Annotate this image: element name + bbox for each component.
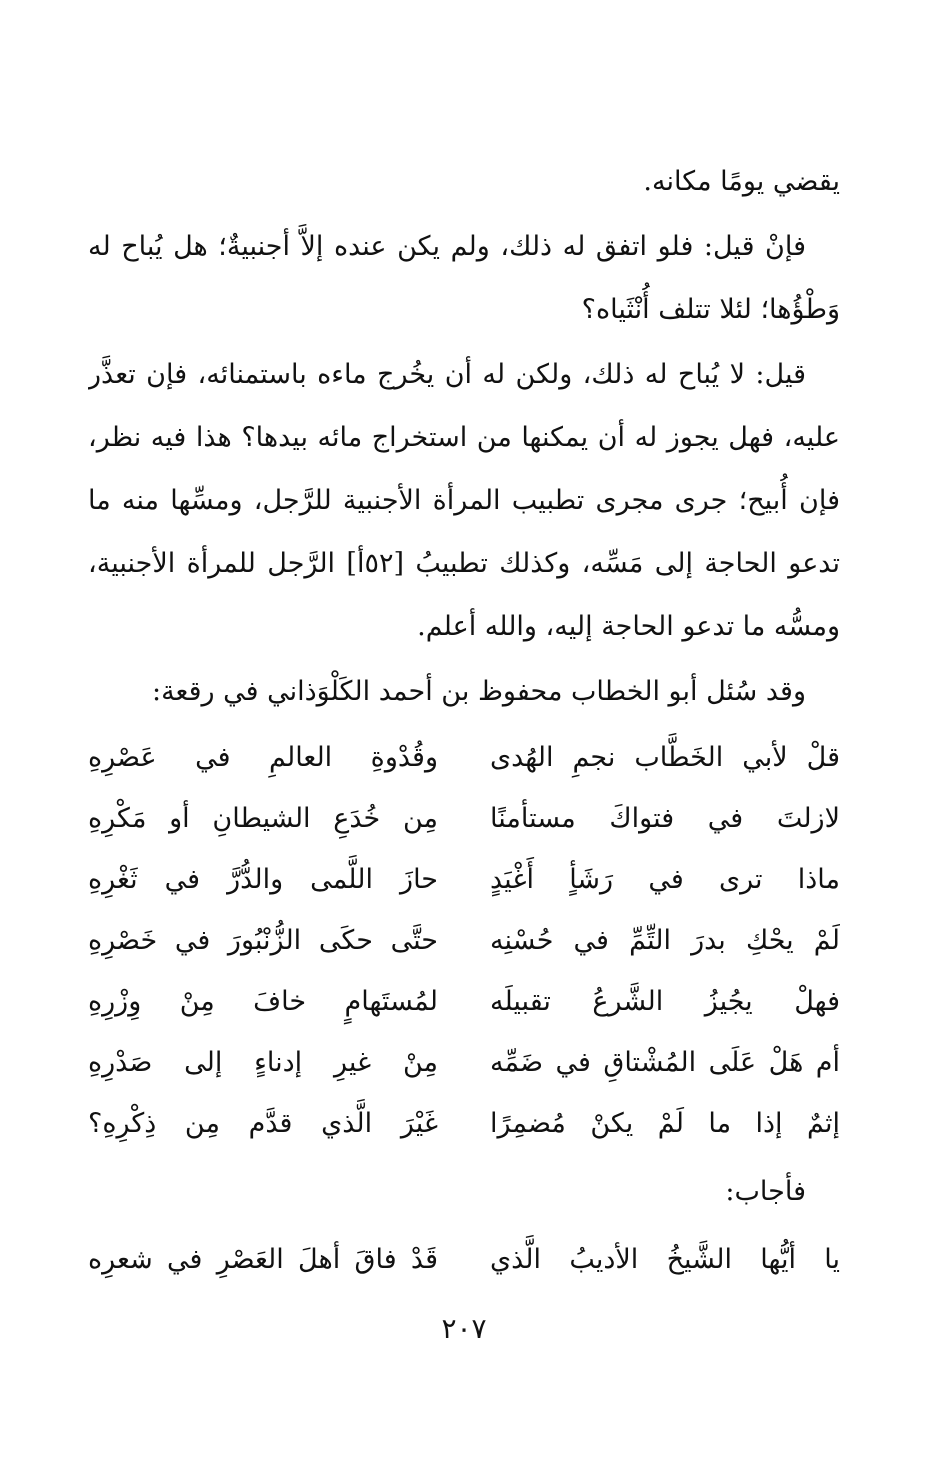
paragraph-line: فإنْ قيل: فلو اتفق له ذلك، ولم يكن عنده إلاَّ أجنبيةٌ؛ هل يُباح له — [88, 231, 806, 262]
paragraph — [88, 215, 840, 341]
verse-line — [88, 910, 840, 971]
verse-first-hemistich: لازلتَ في فتواكَ مستأمنًا — [490, 803, 840, 834]
verse-second-hemistich: حتَّى حكَى الزُّنْبُورَ في خَصْرِهِ — [88, 925, 438, 956]
verse-second-hemistich: غَيْرَ الَّذي قدَّم مِن ذِكْرِهِ؟ — [88, 1108, 438, 1139]
verse-first-hemistich: يا أيُّها الشَّيخُ الأديبُ الَّذي — [490, 1244, 840, 1275]
verse-line — [88, 1229, 840, 1290]
paragraph-line: عليه، فهل يجوز له أن يمكنها من استخراج مائه بيدها؟ هذا فيه نظر، — [88, 422, 840, 453]
paragraph-line: فإن أُبيح؛ جرى مجرى تطبيب المرأة الأجنبية للرَّجل، ومسِّها منه ما — [88, 485, 840, 516]
verse-first-hemistich: قلْ لأبي الخَطَّاب نجمِ الهُدى — [490, 742, 840, 773]
page-body — [88, 150, 840, 1290]
verse-line — [88, 1093, 840, 1154]
verse-first-hemistich: ماذا ترى في رَشَأٍ أَغْيَدٍ — [490, 864, 840, 895]
verse-line — [88, 727, 840, 788]
verse-first-hemistich: أم هَلْ عَلَى المُشْتاقِ في ضَمِّه — [490, 1047, 840, 1078]
verse-second-hemistich: مِن خُدَعِ الشيطانِ أو مَكْرِهِ — [88, 803, 438, 834]
paragraph-line: تدعو الحاجة إلى مَسِّه، وكذلك تطبيبُ [٥٢أ] الرَّجل للمرأة الأجنبية، — [88, 548, 840, 579]
verse-first-hemistich: لَمْ يحْكِ بدرَ التِّمِّ في حُسْنِه — [490, 925, 840, 956]
verse-second-hemistich: وقُدْوةِ العالمِ في عَصْرِهِ — [88, 742, 438, 773]
verse-line — [88, 1032, 840, 1093]
verse-second-hemistich: قَدْ فاقَ أهلَ العَصْرِ في شعرِه — [88, 1244, 438, 1275]
paragraph-line: ومسُّه ما تدعو الحاجة إليه، والله أعلم. — [417, 611, 840, 642]
verse-second-hemistich: لمُستَهامٍ خافَ مِنْ وِزْرِهِ — [88, 986, 438, 1017]
verse-line — [88, 849, 840, 910]
paragraph-line: قيل: لا يُباح له ذلك، ولكن له أن يخُرج ماءه باستمنائه، فإن تعذَّر — [88, 359, 806, 390]
verse-first-hemistich: فهلْ يجُيزُ الشَّرعُ تقبيلَه — [490, 986, 840, 1017]
poem-intro: وقد سُئل أبو الخطاب محفوظ بن أحمد الكَلْوَذاني في رقعة: — [151, 676, 806, 707]
paragraph-line: يقضي يومًا مكانه. — [643, 166, 840, 197]
paragraph — [88, 343, 840, 658]
verse-first-hemistich: إثمٌ إذا ما لَمْ يكنْ مُضمِرًا — [490, 1108, 840, 1139]
verse-line — [88, 971, 840, 1032]
poem-question — [88, 727, 840, 1154]
verse-second-hemistich: حازَ اللَّمى والدُّرَّ في ثَغْرِهِ — [88, 864, 438, 895]
answer-label: فأجاب: — [725, 1176, 806, 1207]
verse-line — [88, 788, 840, 849]
page-number: ٢٠٧ — [441, 1312, 487, 1345]
paragraph-line: وَطْؤُها؛ لئلا تتلف أُنْثَياه؟ — [581, 294, 840, 325]
verse-second-hemistich: مِنْ غيرِ إدناءٍ إلى صَدْرِهِ — [88, 1047, 438, 1078]
